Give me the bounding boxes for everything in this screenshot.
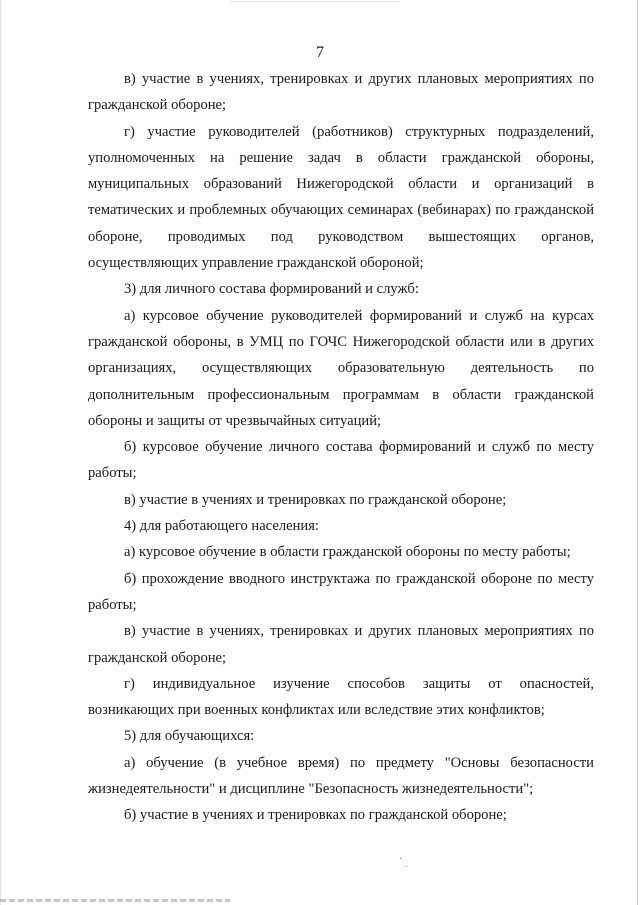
scan-top-artifact — [230, 1, 400, 2]
paragraph-item-b: б) прохождение вводного инструктажа по гражданской обороне по месту работы; — [88, 570, 594, 613]
paragraph-item-g: г) индивидуальное изучение способов защиты от опасностей, возникающих при военных конфликтах или вследствие этих конфликтов; — [88, 675, 594, 719]
paragraph-item-a: а) обучение (в учебное время) по предмету "Основы безопасности жизнедеятельности" и дисциплине "Безопасность жизнедеятельности"; — [88, 754, 594, 798]
scan-bottom-artifact — [0, 899, 230, 902]
paragraph-section-4: 4) для работающего населения: — [124, 518, 319, 535]
scan-speck — [406, 866, 407, 867]
paragraph-item-v: в) участие в учениях, тренировках и других плановых мероприятиях по гражданской обороне; — [88, 623, 594, 666]
paragraph-item-a: а) курсовое обучение в области гражданской обороны по месту работы; — [124, 544, 571, 561]
paragraph-item-b: б) курсовое обучение личного состава формирований и служб по месту работы; — [88, 439, 594, 482]
paragraph-item-g: г) участие руководителей (работников) структурных подразделений, уполномоченных на решение задач в области гражданской обороны, муниципальных образований Нижегородской области и организаций в тематических и проблемных обучающих семинарах (вебинарах) по гражданской обороне, проводимых под руководством вышестоящих органов, осуществляющих управление гражданской обороной; — [88, 123, 594, 272]
paragraph-item-v: в) участие в учениях, тренировках и других плановых мероприятиях по гражданской обороне; — [88, 71, 594, 114]
paragraph-section-3: 3) для личного состава формирований и служб: — [124, 281, 419, 298]
paragraph-item-a: а) курсовое обучение руководителей формирований и служб на курсах гражданской обороны, в УМЦ по ГОЧС Нижегородской области или в других организациях, осуществляющих образовательную деятельность по дополнительным профессиональным программам в области гражданской обороны и защиты от чрезвычайных ситуаций; — [88, 307, 594, 429]
scan-speck — [400, 858, 401, 859]
paragraph-item-b: б) участие в учениях и тренировках по гражданской обороне; — [124, 807, 507, 824]
paragraph-item-v: в) участие в учениях и тренировках по гражданской обороне; — [124, 491, 507, 508]
scan-edge-right — [637, 0, 638, 905]
paragraph-section-5: 5) для обучающихся: — [124, 728, 255, 745]
document-body — [88, 66, 594, 829]
scan-edge-left — [0, 0, 1, 905]
page-number: 7 — [316, 44, 324, 61]
